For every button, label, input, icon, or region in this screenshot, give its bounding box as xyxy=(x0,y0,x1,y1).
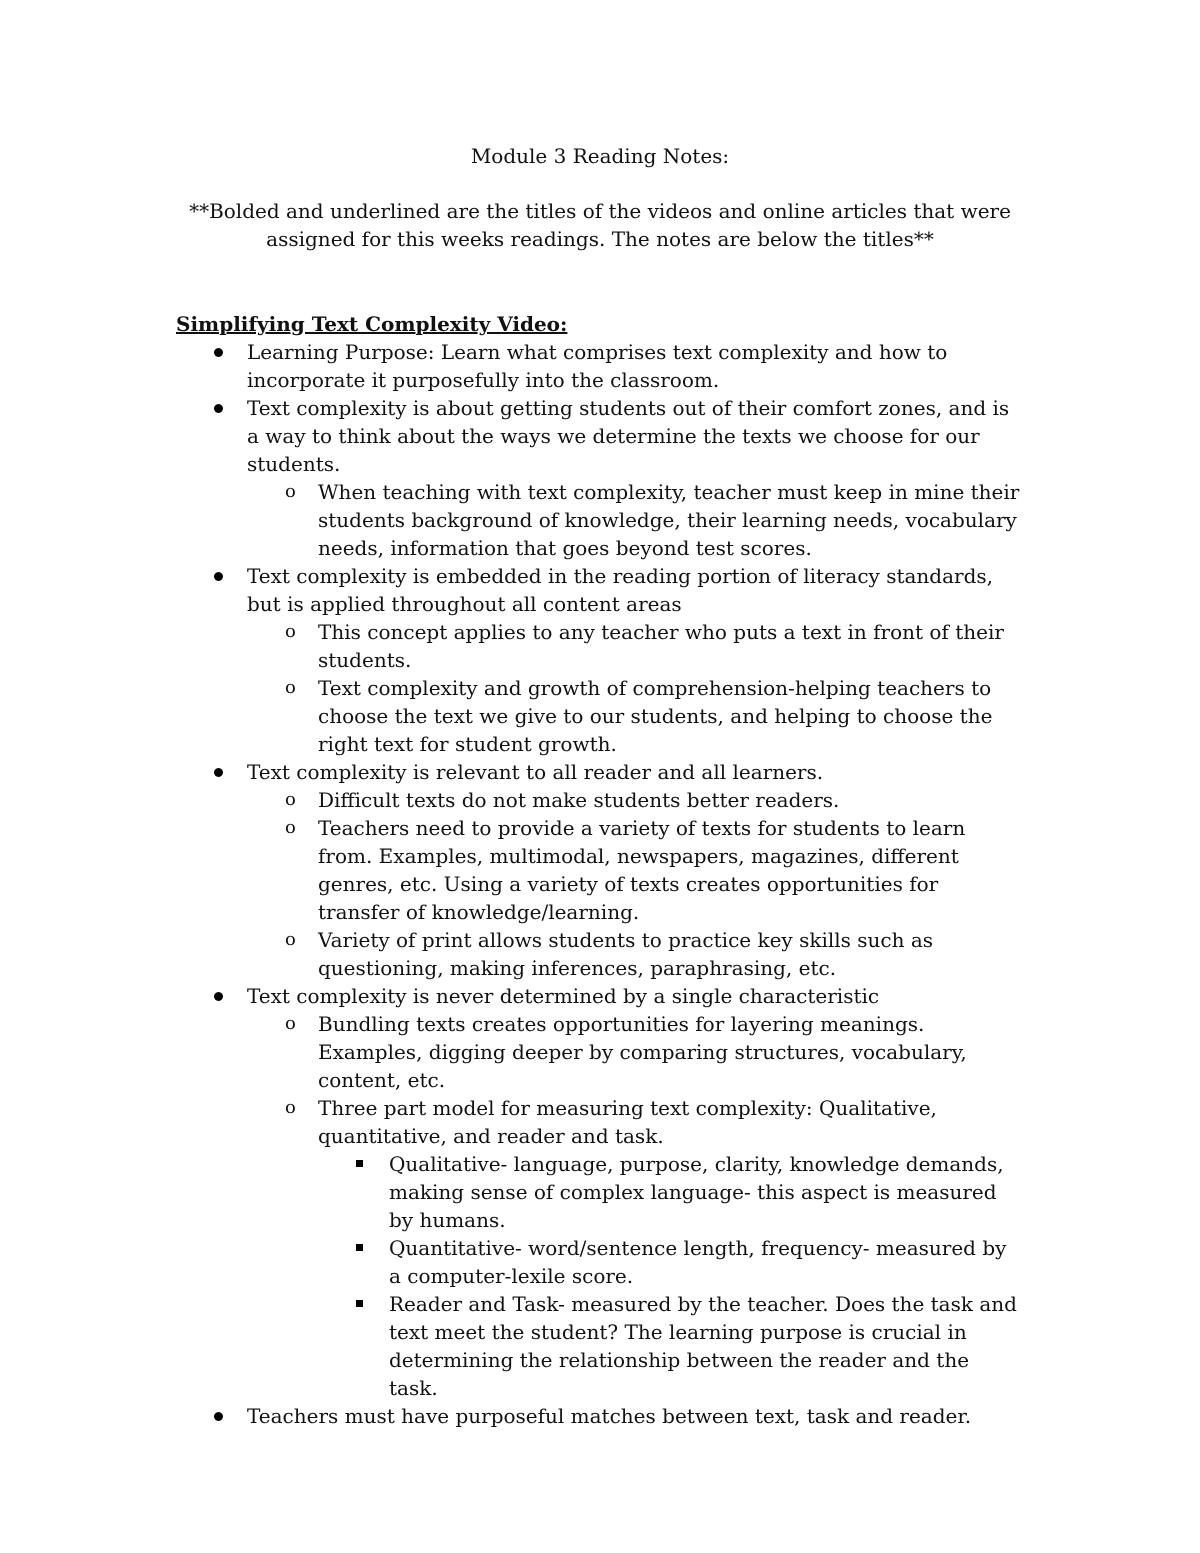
bullet-dot-icon xyxy=(214,1412,223,1421)
list-item xyxy=(176,338,1024,394)
hollow-bullet-icon: o xyxy=(285,929,296,950)
square-bullet-icon xyxy=(356,1244,363,1251)
hollow-bullet-icon: o xyxy=(285,621,296,642)
list-item-text: Text complexity is never determined by a single characteristic xyxy=(247,984,880,1008)
sub-list-item-text: Bundling texts creates opportunities for layering meanings. Examples, digging deeper by comparing structures, vocabulary, content, etc. xyxy=(318,1012,967,1092)
list-item-text: Text complexity is about getting students out of their comfort zones, and is a way to think about the ways we determine the texts we choose for our students. xyxy=(247,396,1010,476)
sub-sub-list-item-text: Quantitative- word/sentence length, frequency- measured by a computer-lexile score. xyxy=(389,1236,1007,1288)
square-bullet-icon xyxy=(356,1300,363,1307)
list-item-text: Learning Purpose: Learn what comprises text complexity and how to incorporate it purposefully into the classroom. xyxy=(247,340,948,392)
document-title: Module 3 Reading Notes: xyxy=(470,144,730,168)
sub-list-item xyxy=(247,674,1024,758)
hollow-bullet-icon: o xyxy=(285,677,296,698)
sub-bullet-list xyxy=(247,478,1024,562)
sub-list-item xyxy=(247,478,1024,562)
sub-sub-bullet-list xyxy=(318,1150,1024,1402)
sub-bullet-list xyxy=(247,618,1024,758)
sub-list-item xyxy=(247,926,1024,982)
section-heading: Simplifying Text Complexity Video: xyxy=(176,312,568,336)
sub-list-item-text: Difficult texts do not make students better readers. xyxy=(318,788,840,812)
sub-list-item xyxy=(247,814,1024,926)
list-item xyxy=(176,1402,1024,1430)
bullet-dot-icon xyxy=(214,348,223,357)
sub-sub-list-item-text: Reader and Task- measured by the teacher. Does the task and text meet the student? The learning purpose is crucial in determining the relationship between the reader and the task. xyxy=(389,1292,1017,1400)
list-item xyxy=(176,982,1024,1402)
hollow-bullet-icon: o xyxy=(285,481,296,502)
list-item xyxy=(176,394,1024,562)
hollow-bullet-icon: o xyxy=(285,1097,296,1118)
sub-list-item-text: When teaching with text complexity, teacher must keep in mine their students background of knowledge, their learning needs, vocabulary needs, information that goes beyond test scores. xyxy=(318,480,1020,560)
bullet-dot-icon xyxy=(214,768,223,777)
bullet-list xyxy=(176,338,1024,1430)
sub-sub-list-item xyxy=(318,1290,1024,1402)
sub-list-item xyxy=(247,1010,1024,1094)
sub-list-item xyxy=(247,618,1024,674)
sub-list-item-text: This concept applies to any teacher who puts a text in front of their students. xyxy=(318,620,1004,672)
hollow-bullet-icon: o xyxy=(285,817,296,838)
hollow-bullet-icon: o xyxy=(285,1013,296,1034)
square-bullet-icon xyxy=(356,1160,363,1167)
list-item xyxy=(176,562,1024,758)
sub-list-item xyxy=(247,786,1024,814)
sub-list-item xyxy=(247,1094,1024,1402)
sub-bullet-list xyxy=(247,1010,1024,1402)
sub-list-item-text: Variety of print allows students to practice key skills such as questioning, making inferences, paraphrasing, etc. xyxy=(318,928,934,980)
list-item-text: Teachers must have purposeful matches between text, task and reader. xyxy=(247,1404,972,1428)
bullet-dot-icon xyxy=(214,404,223,413)
bullet-dot-icon xyxy=(214,572,223,581)
intro-note: **Bolded and underlined are the titles of the videos and online articles that were assigned for this weeks readings. The notes are below the titles** xyxy=(189,199,1011,251)
sub-list-item-text: Teachers need to provide a variety of texts for students to learn from. Examples, multimodal, newspapers, magazines, different genres, etc. Using a variety of texts creates opportunities for transfer of knowledge/learning. xyxy=(318,816,966,924)
hollow-bullet-icon: o xyxy=(285,789,296,810)
sub-sub-list-item xyxy=(318,1150,1024,1234)
list-item-text: Text complexity is relevant to all reader and all learners. xyxy=(247,760,824,784)
sub-list-item-text: Three part model for measuring text complexity: Qualitative, quantitative, and reader and task. xyxy=(318,1096,937,1148)
sub-list-item-text: Text complexity and growth of comprehension-helping teachers to choose the text we give to our students, and helping to choose the right text for student growth. xyxy=(318,676,993,756)
sub-bullet-list xyxy=(247,786,1024,982)
sub-sub-list-item-text: Qualitative- language, purpose, clarity, knowledge demands, making sense of complex language- this aspect is measured by humans. xyxy=(389,1152,1004,1232)
list-item-text: Text complexity is embedded in the reading portion of literacy standards, but is applied throughout all content areas xyxy=(247,564,994,616)
bullet-dot-icon xyxy=(214,992,223,1001)
sub-sub-list-item xyxy=(318,1234,1024,1290)
list-item xyxy=(176,758,1024,982)
